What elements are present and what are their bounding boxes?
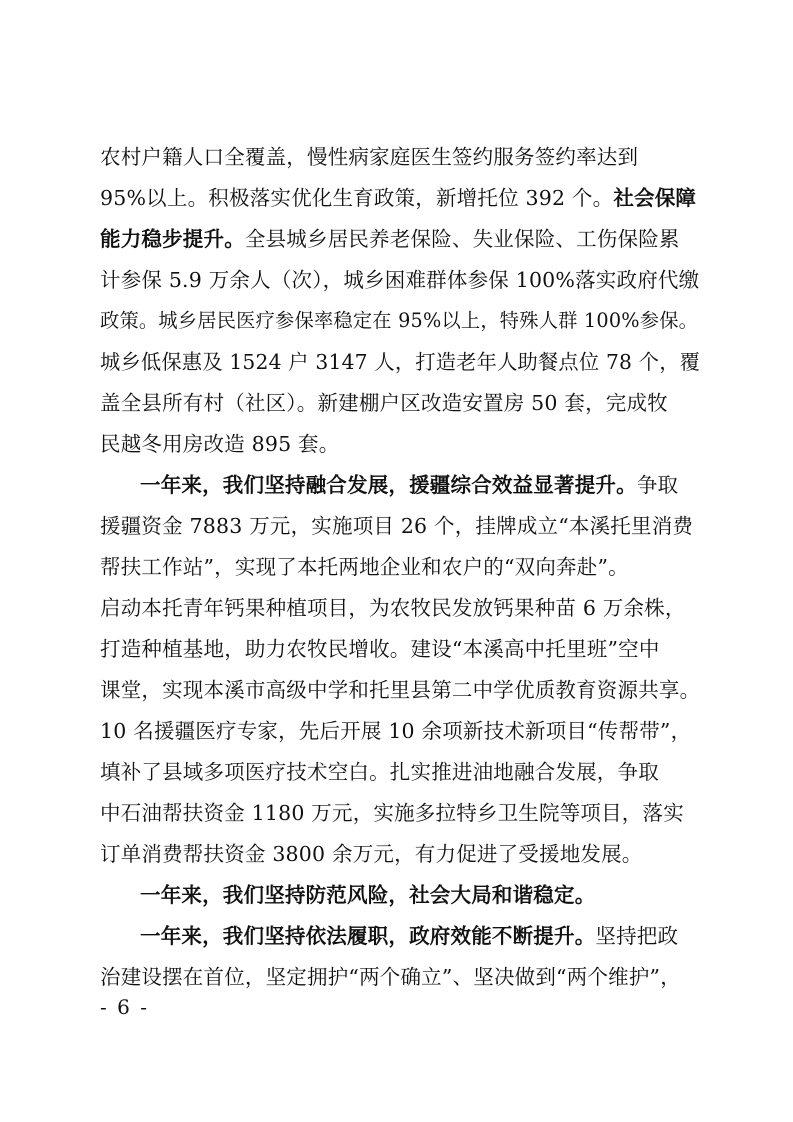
text-line-20 bbox=[140, 921, 678, 951]
text-line-10 bbox=[100, 511, 693, 541]
text-line-2 bbox=[100, 183, 696, 213]
text-segment: 订单消费帮扶资金 3800 余万元，有力促进了受援地发展。 bbox=[100, 842, 643, 866]
text-line-21 bbox=[100, 962, 681, 992]
text-segment: 计参保 5.9 万余人（次），城乡困难群体参保 100%落实政府代缴 bbox=[100, 268, 700, 292]
text-segment: 盖全县所有村（社区）。新建棚户区改造安置房 50 套，完成牧 bbox=[100, 391, 668, 415]
text-segment: 启动本托青年钙果种植项目，为农牧民发放钙果种苗 6 万余株， bbox=[100, 596, 686, 620]
text-line-18 bbox=[100, 839, 643, 869]
text-segment: 城乡低保惠及 1524 户 3147 人，打造老年人助餐点位 78 个，覆 bbox=[100, 350, 701, 374]
text-line-5 bbox=[100, 306, 698, 336]
text-line-9 bbox=[140, 470, 678, 500]
text-line-7 bbox=[100, 388, 668, 418]
text-segment: 中石油帮扶资金 1180 万元，实施多拉特乡卫生院等项目，落实 bbox=[100, 801, 684, 825]
text-segment: 援疆资金 7883 万元，实施项目 26 个，挂牌成立“本溪托里消费 bbox=[100, 514, 694, 538]
text-line-11 bbox=[100, 552, 629, 582]
text-segment: 治建设摆在首位，坚定拥护“两个确立”、坚决做到“两个维护”， bbox=[100, 965, 681, 989]
text-line-8 bbox=[100, 429, 339, 459]
text-line-14 bbox=[100, 675, 700, 705]
text-line-19 bbox=[140, 880, 595, 910]
text-segment: 打造种植基地，助力农牧民增收。建设“本溪高中托里班”空中 bbox=[100, 637, 660, 661]
text-line-17 bbox=[100, 798, 684, 828]
text-line-6 bbox=[100, 347, 700, 377]
text-segment: 10 名援疆医疗专家，先后开展 10 余项新技术新项目“传帮带”， bbox=[100, 719, 692, 743]
text-segment: 95%以上。积极落实优化生育政策，新增托位 392 个。 bbox=[100, 186, 614, 210]
bold-heading-segment: 一年来，我们坚持依法履职，政府效能不断提升。 bbox=[140, 924, 596, 948]
bold-heading-segment: 一年来，我们坚持融合发展，援疆综合效益显著提升。 bbox=[140, 473, 637, 497]
bold-heading-segment: 能力稳步提升。 bbox=[100, 227, 245, 251]
text-segment: 农村户籍人口全覆盖，慢性病家庭医生签约服务签约率达到 bbox=[100, 145, 639, 169]
text-segment: 政策。城乡居民医疗参保率稳定在 95%以上，特殊人群 100%参保。 bbox=[100, 309, 699, 332]
text-segment: 民越冬用房改造 895 套。 bbox=[100, 432, 340, 456]
text-segment: 填补了县域多项医疗技术空白。扎实推进油地融合发展，争取 bbox=[100, 760, 659, 784]
text-segment: 坚持把政 bbox=[595, 924, 679, 948]
text-segment: 全县城乡居民养老保险、失业保险、工伤保险累 bbox=[244, 227, 680, 251]
text-segment: 课堂，实现本溪市高级中学和托里县第二中学优质教育资源共享。 bbox=[100, 678, 701, 702]
text-segment: 帮扶工作站”，实现了本托两地企业和农户的“双向奔赴”。 bbox=[100, 555, 629, 579]
text-line-12 bbox=[100, 593, 686, 623]
text-line-16 bbox=[100, 757, 659, 787]
bold-heading-segment: 社会保障 bbox=[613, 186, 697, 210]
text-segment: 争取 bbox=[636, 473, 679, 497]
text-line-3 bbox=[100, 224, 680, 254]
text-line-4 bbox=[100, 265, 699, 295]
bold-heading-segment: 一年来，我们坚持防范风险，社会大局和谐稳定。 bbox=[140, 883, 596, 907]
page-number: - 6 - bbox=[100, 995, 149, 1019]
text-line-1 bbox=[100, 142, 638, 172]
text-line-13 bbox=[100, 634, 660, 664]
text-line-15 bbox=[100, 716, 691, 746]
